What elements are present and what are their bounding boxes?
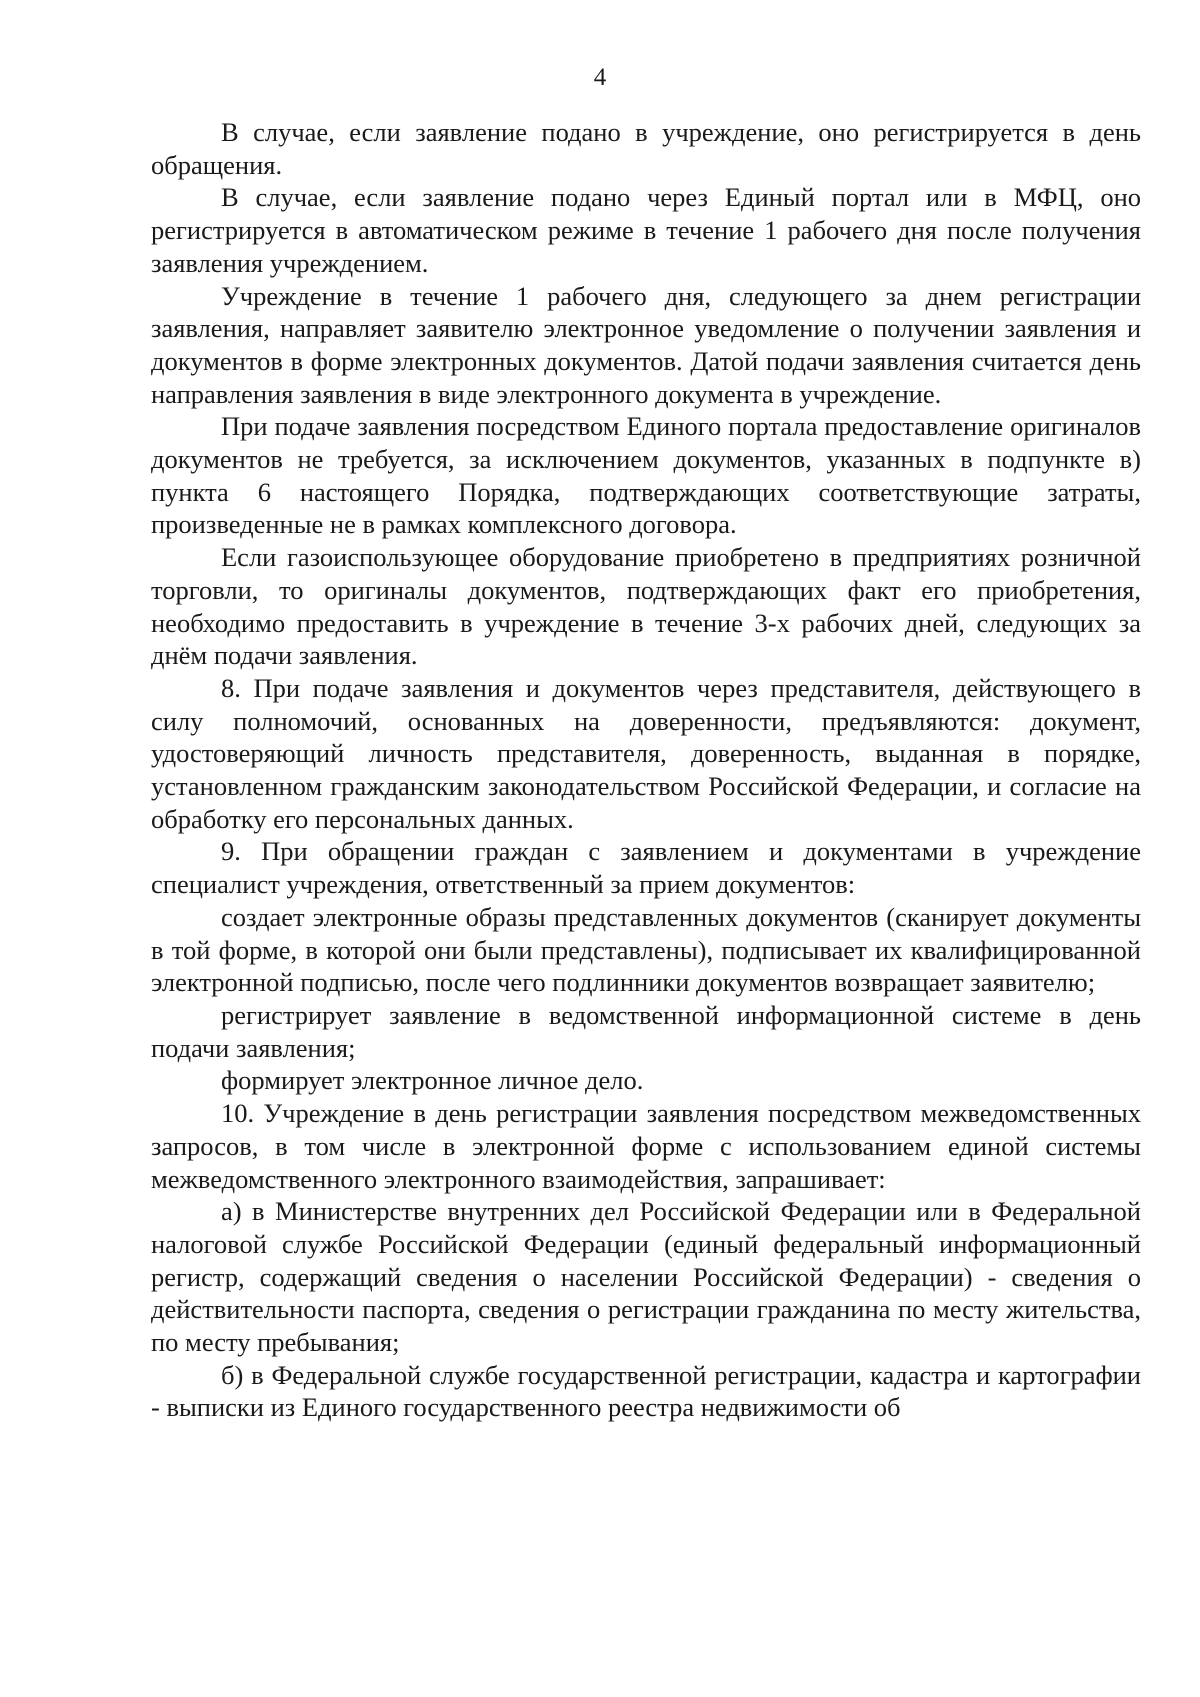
paragraph-item-8: 8. При подаче заявления и документов через представителя, действующего в силу полномочий, основанных на доверенности, предъявляются: документ, удостоверяющий личность представителя, доверенность, выданная в порядке, установленном гражданским законодательством Российской Федерации, и согласие на обработку его персональных данных.: [151, 672, 1141, 834]
paragraph: В случае, если заявление подано через Единый портал или в МФЦ, оно регистрируется в автоматическом режиме в течение 1 рабочего дня после получения заявления учреждением.: [151, 182, 1141, 278]
paragraph: Если газоиспользующее оборудование приобретено в предприятиях розничной торговли, то оригиналы документов, подтверждающих факт его приобретения, необходимо предоставить в учреждение в течение 3-х рабочих дней, следующих за днём подачи заявления.: [151, 542, 1141, 671]
paragraph-subitem-b: б) в Федеральной службе государственной регистрации, кадастра и картографии - выписки из Единого государственного реестра недвижимости об: [151, 1359, 1141, 1423]
paragraph: При подаче заявления посредством Единого портала предоставление оригиналов документов не требуется, за исключением документов, указанных в подпункте в) пункта 6 настоящего Порядка, подтверждающих соответствующие затраты, произведенные не в рамках комплексного договора.: [151, 411, 1141, 540]
page-number: 4: [593, 64, 607, 91]
paragraph: Учреждение в течение 1 рабочего дня, следующего за днем регистрации заявления, направляет заявителю электронное уведомление о получении заявления и документов в форме электронных документов. Датой подачи заявления считается день направления заявления в виде электронного документа в учреждение.: [151, 280, 1141, 409]
document-body: [151, 116, 1141, 1424]
paragraph-subitem-a: а) в Министерстве внутренних дел Российской Федерации или в Федеральной налоговой службе Российской Федерации (единый федеральный информационный регистр, содержащий сведения о населении Российской Федерации) - сведения о действительности паспорта, сведения о регистрации гражданина по месту жительства, по месту пребывания;: [151, 1196, 1141, 1358]
paragraph-item-9: 9. При обращении граждан с заявлением и документами в учреждение специалист учреждения, ответственный за прием документов:: [151, 836, 1141, 900]
paragraph: регистрирует заявление в ведомственной информационной системе в день подачи заявления;: [151, 999, 1141, 1063]
paragraph: создает электронные образы представленных документов (сканирует документы в той форме, в которой они были представлены), подписывает их квалифицированной электронной подписью, после чего подлинники документов возвращает заявителю;: [151, 901, 1141, 998]
paragraph-item-10: 10. Учреждение в день регистрации заявления посредством межведомственных запросов, в том числе в электронной форме с использованием единой системы межведомственного электронного взаимодействия, запрашивает:: [151, 1098, 1141, 1194]
paragraph: формирует электронное личное дело.: [221, 1065, 644, 1096]
paragraph: В случае, если заявление подано в учреждение, оно регистрируется в день обращения.: [151, 117, 1141, 180]
